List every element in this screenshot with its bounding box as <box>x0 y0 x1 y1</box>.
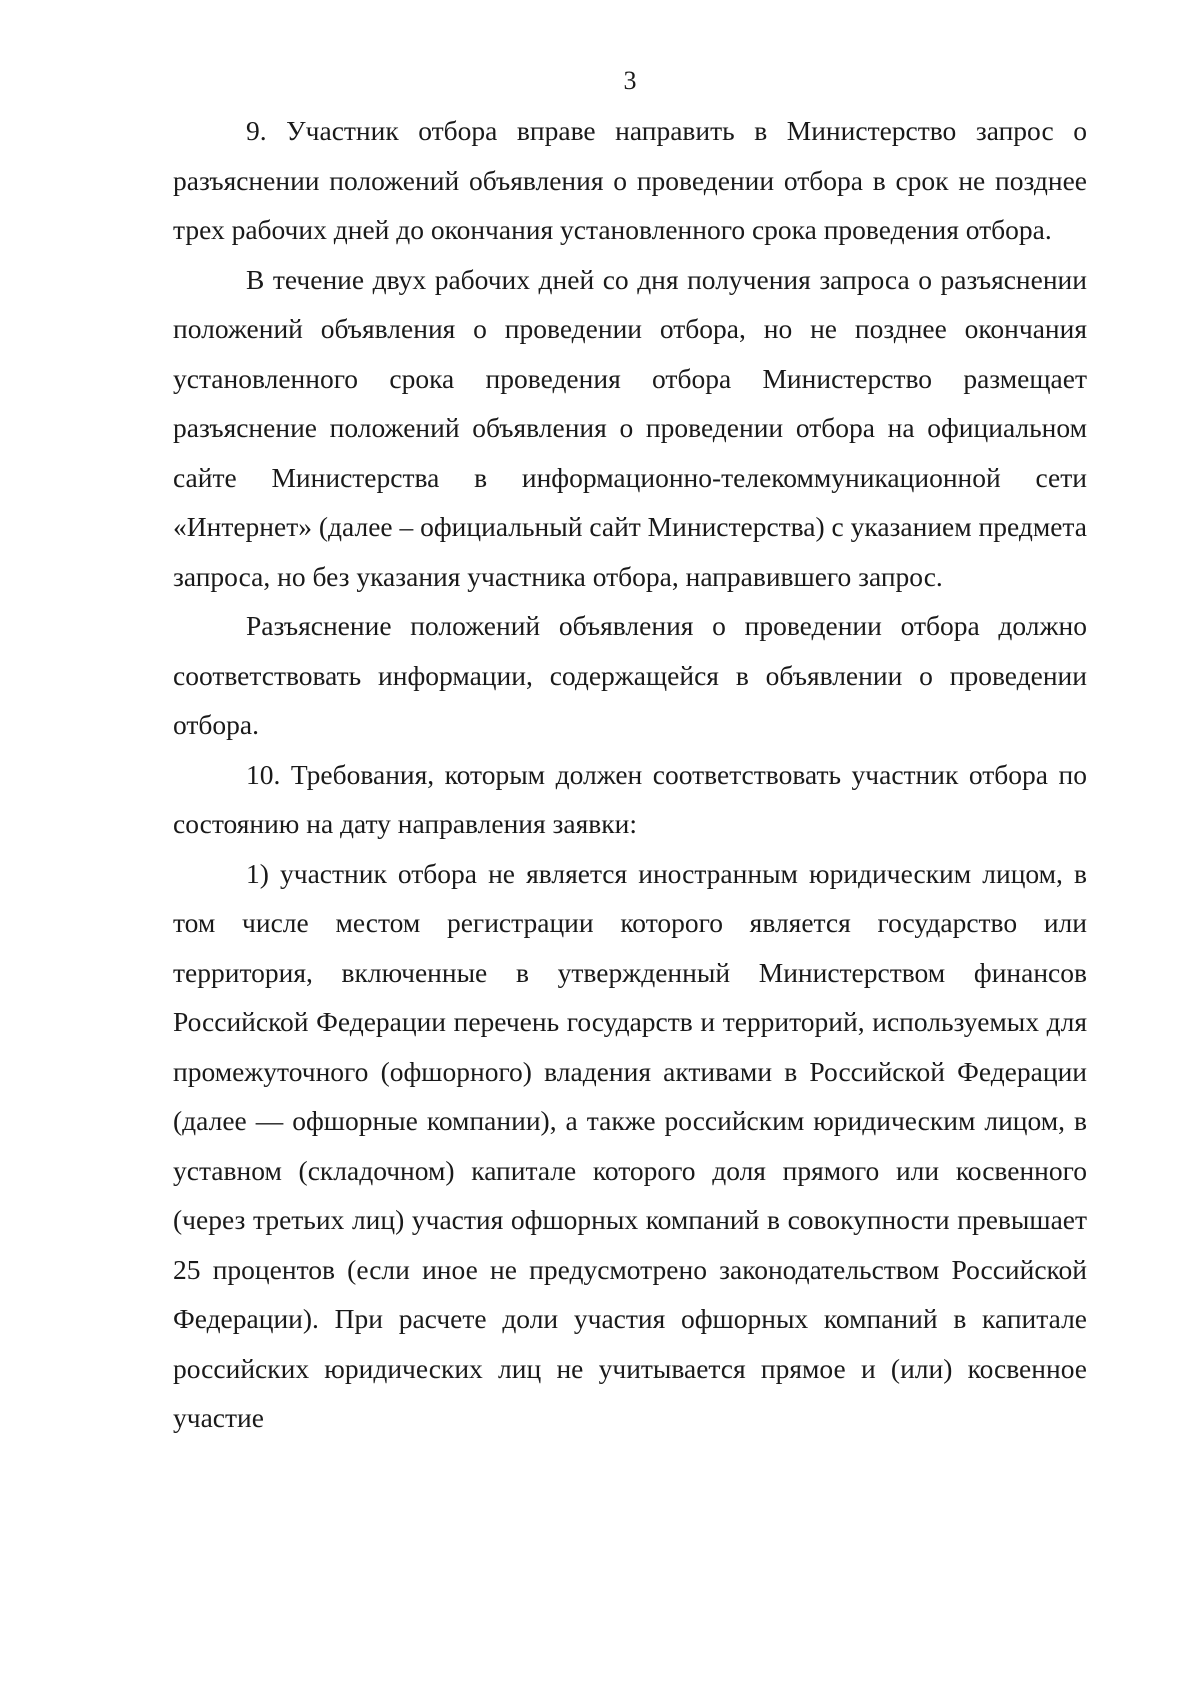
paragraph-requirement-1: 1) участник отбора не является иностранным юридическим лицом, в том числе местом регистрации которого является государство или территория, включенные в утвержденный Министерством финансов Российской Федерации перечень государств и территорий, используемых для промежуточного (офшорного) владения активами в Российской Федерации (далее — офшорные компании), а также российским юридическим лицом, в уставном (складочном) капитале которого доля прямого или косвенного (через третьих лиц) участия офшорных компаний в совокупности превышает 25 процентов (если иное не предусмотрено законодательством Российской Федерации). При расчете доли участия офшорных компаний в капитале российских юридических лиц не учитывается прямое и (или) косвенное участие <box>173 857 1087 1433</box>
paragraph-clarification-deadline: В течение двух рабочих дней со дня получения запроса о разъяснении положений объявления о проведении отбора, но не позднее окончания установленного срока проведения отбора Министерство размещает разъяснение положений объявления о проведении отбора на официальном сайте Министерства в информационно-телекоммуникационной сети «Интернет» (далее – официальный сайт Министерства) с указанием предмета запроса, но без указания участника отбора, направившего запрос. <box>173 263 1087 592</box>
paragraph-clarification-content: Разъяснение положений объявления о проведении отбора должно соответствовать информации, содержащейся в объявлении о проведении отбора. <box>173 610 1087 740</box>
page-number: 3 <box>623 66 637 95</box>
paragraph-item-9: 9. Участник отбора вправе направить в Министерство запрос о разъяснении положений объявления о проведении отбора в срок не позднее трех рабочих дней до окончания установленного срока проведения отбора. <box>173 115 1087 245</box>
paragraph-item-10: 10. Требования, которым должен соответствовать участник отбора по состоянию на дату направления заявки: <box>173 758 1087 839</box>
document-body <box>173 106 1087 1443</box>
